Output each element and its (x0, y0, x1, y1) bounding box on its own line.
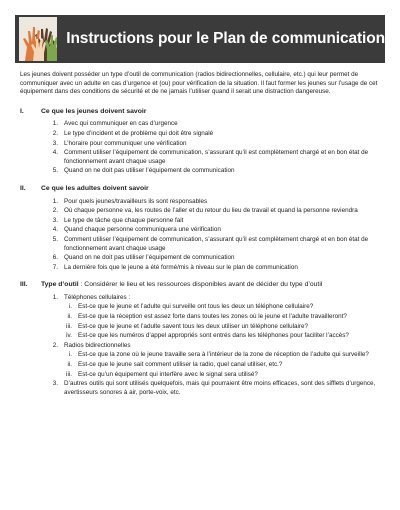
sub-list-item (62, 371, 382, 380)
item-text: La dernière fois que le jeune a été formé/mis à niveau sur le plan de communication (64, 263, 298, 271)
item-number: i. (68, 351, 72, 359)
group-label: Radios bidirectionnelles (64, 341, 131, 349)
item-text: Est-ce que les numéros d’appel appropriés sont entrés dans les téléphones pour faciliter l’accès? (78, 332, 349, 340)
list-item (47, 167, 382, 176)
intro-paragraph: Les jeunes doivent posséder un type d’outil de communication (radios bidirectionnelles, cellulaire, etc.) qui leur permet de communiquer avec un adulte en cas d’urgence et (ou) pour vérification de la situation. Il faut former les jeunes sur l’usage de cet équipement dans des conditions de sécurité et de ne jamais l’utiliser quand il serait une distraction dangereuse. (20, 71, 378, 96)
section-heading (20, 108, 382, 117)
section-youth (20, 108, 382, 176)
title-banner (15, 15, 385, 63)
section-title: Type d’outil (41, 281, 79, 289)
document-body (20, 71, 382, 406)
item-number: 4. (52, 149, 58, 157)
item-number: iii. (66, 370, 72, 378)
list-item (47, 130, 382, 139)
list-item (47, 120, 382, 129)
list-item (47, 226, 382, 235)
list-item (47, 236, 382, 253)
section-adults (20, 185, 382, 272)
item-text: Le type d’incident et de problème qui doit être signalé (64, 129, 214, 137)
list-item (47, 380, 382, 397)
list-item (47, 264, 382, 273)
list-item (47, 294, 382, 303)
list-item (47, 198, 382, 207)
item-number: ii. (67, 361, 72, 369)
section-lead-text: : Considérer le lieu et les ressources disponibles avant de décider du type d’outil (78, 281, 323, 289)
item-text: Est-ce que la réception est assez forte dans toutes les zones où le jeune et l’adulte travailleront? (78, 313, 347, 321)
section-number: I. (20, 107, 24, 115)
item-text: Comment utiliser l’équipement de communication, s’assurant qu’il est complètement chargé et en bon état de fonctionnement avant chaque usage (64, 149, 369, 165)
item-number: 1. (52, 120, 58, 128)
sub-list-item (62, 303, 382, 312)
item-number: 3. (52, 380, 58, 388)
item-number: 4. (52, 226, 58, 234)
item-number: 7. (52, 263, 58, 271)
tool-groups-list (20, 380, 382, 397)
page-title: Instructions pour le Plan de communication (66, 30, 385, 47)
section-number: II. (20, 184, 26, 192)
item-number: iv. (66, 332, 72, 340)
section-list (20, 198, 382, 273)
item-text: Pour quels jeunes/travailleurs ils sont responsables (64, 197, 208, 205)
item-text: Est-ce que la zone où le jeune travaille sera à l’intérieur de la zone de réception de l’adulte qui surveille? (78, 351, 369, 359)
item-number: i. (68, 303, 72, 311)
item-text: Avec qui communiquer en cas d’urgence (64, 120, 178, 128)
list-item (47, 207, 382, 216)
group-label: Téléphones cellulaires : (64, 293, 131, 301)
item-text: Où chaque personne va, les routes de l’aller et du retour du lieu de travail et quand la personne reviendra (64, 207, 358, 215)
item-number: 5. (52, 235, 58, 243)
list-item (47, 254, 382, 263)
item-text: Quand on ne doit pas utiliser l’équipement de communication (64, 167, 235, 175)
item-number: 2. (52, 207, 58, 215)
item-text: Est-ce que le jeune sait comment utiliser la radio, quel canal utiliser, etc.? (78, 361, 283, 369)
sub-list-item (62, 361, 382, 370)
raised-hands-logo (19, 17, 57, 61)
section-title: Ce que les adultes doivent savoir (41, 184, 149, 192)
item-text: Est-ce que le jeune et l’adulte savent tous les deux utiliser un téléphone cellulaire? (78, 322, 308, 330)
section-heading (20, 185, 382, 194)
item-number: iii. (66, 322, 72, 330)
item-text: Le type de tâche que chaque personne fait (64, 216, 184, 224)
sub-list-cellphones (20, 303, 382, 340)
tool-groups-list (20, 342, 382, 351)
item-number: 3. (52, 139, 58, 147)
item-text: Est-ce que le jeune et l’adulte qui surveille ont tous les deux un téléphone cellulaire? (78, 303, 314, 311)
item-number: 2. (52, 341, 58, 349)
item-text: Quand chaque personne communiquera une vérification (64, 226, 221, 234)
list-item (47, 342, 382, 351)
sub-list-item (62, 313, 382, 322)
item-text: Quand on ne doit pas utiliser l’équipement de communication (64, 254, 235, 262)
section-number: III. (20, 281, 28, 289)
section-tool-type (20, 281, 382, 397)
item-number: ii. (67, 313, 72, 321)
list-item (47, 217, 382, 226)
item-number: 5. (52, 167, 58, 175)
item-text: L’horaire pour communiquer une vérification (64, 139, 187, 147)
item-text: Est-ce qu’un équipement qui interfère avec le signal sera utilisé? (78, 370, 258, 378)
section-heading (20, 281, 382, 290)
item-number: 6. (52, 254, 58, 262)
sub-list-radios (20, 351, 382, 379)
section-title: Ce que les jeunes doivent savoir (41, 107, 147, 115)
sub-list-item (62, 351, 382, 360)
tool-groups-list (20, 294, 382, 303)
item-number: 1. (52, 197, 58, 205)
group-label: D’autres outils qui sont utilisés quelquefois, mais qui pourraient être moins efficaces, sont des sifflets d’urgence, avertisseurs sonores à air, porte-voix, etc. (64, 380, 376, 396)
list-item (47, 140, 382, 149)
list-item (47, 149, 382, 166)
sub-list-item (62, 323, 382, 332)
item-number: 1. (52, 293, 58, 301)
item-number: 2. (52, 129, 58, 137)
item-number: 3. (52, 216, 58, 224)
sub-list-item (62, 332, 382, 341)
item-text: Comment utiliser l’équipement de communication, s’assurant qu’il est complètement chargé et en bon état de fonctionnement avant chaque usage (64, 235, 369, 252)
section-list (20, 120, 382, 176)
